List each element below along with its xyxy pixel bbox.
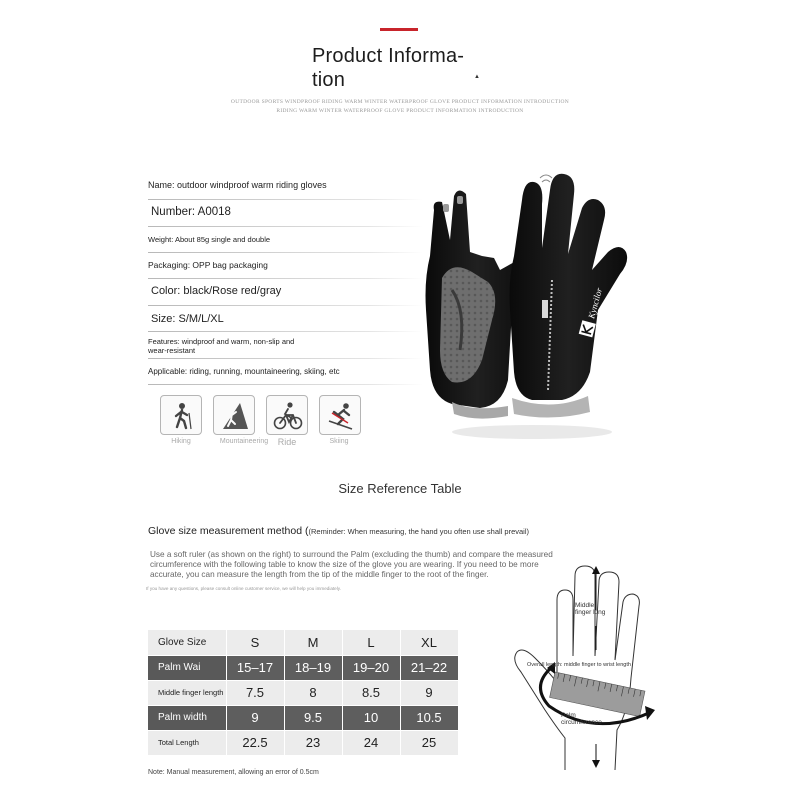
- row-label: Palm Wai: [148, 655, 226, 680]
- table-cell: 24: [342, 730, 400, 755]
- overall-length-label: Overall length: middle finger to wrist length: [527, 662, 631, 668]
- info-weight: Weight: About 85g single and double: [148, 235, 271, 244]
- row-label: Palm width: [148, 705, 226, 730]
- divider: [148, 226, 423, 227]
- page-title: [312, 44, 482, 92]
- divider: [148, 358, 423, 359]
- table-row: [148, 655, 458, 680]
- row-label: Total Length: [148, 730, 226, 755]
- info-name: Name: outdoor windproof warm riding gloves: [148, 180, 327, 190]
- measurement-reminder: (Reminder: When measuring, the hand you often use shall prevail): [308, 527, 530, 536]
- info-color: Color: black/Rose red/gray: [151, 285, 282, 297]
- table-cell: 10.5: [400, 705, 458, 730]
- table-cell: 19–20: [342, 655, 400, 680]
- activity-label-hiking: Hiking: [171, 438, 191, 445]
- divider: [148, 384, 423, 385]
- glove-brand: Kyncilor: [586, 286, 605, 320]
- table-cell: 23: [284, 730, 342, 755]
- table-header-cell: Glove Size: [148, 630, 226, 655]
- table-row: [148, 730, 458, 755]
- divider: [148, 199, 423, 200]
- measurement-method-heading: Glove size measurement method (: [148, 525, 309, 537]
- table-header-cell: M: [284, 630, 342, 655]
- table-cell: 8.5: [342, 680, 400, 705]
- palm-circumference-label: Palm circumference: [561, 712, 602, 726]
- divider: [148, 305, 423, 306]
- accent-bar: [380, 28, 418, 31]
- table-cell: 7.5: [226, 680, 284, 705]
- decorative-dot: ▲: [474, 74, 480, 80]
- table-cell: 10: [342, 705, 400, 730]
- info-features-line1: Features: windproof and warm, non-slip and: [148, 337, 295, 346]
- table-cell: 9: [226, 705, 284, 730]
- measurement-method-title: [148, 525, 529, 537]
- row-label: Middle finger length: [148, 680, 226, 705]
- table-row: [148, 680, 458, 705]
- info-applicable: Applicable: riding, running, mountaineering, skiing, etc: [148, 367, 340, 376]
- divider: [148, 252, 423, 253]
- mountaineering-icon: [213, 395, 255, 435]
- table-cell: 9.5: [284, 705, 342, 730]
- info-size: Size: S/M/L/XL: [151, 313, 224, 325]
- table-cell: 18–19: [284, 655, 342, 680]
- size-table: [148, 630, 459, 756]
- divider: [148, 331, 423, 332]
- table-header-cell: XL: [400, 630, 458, 655]
- table-cell: 9: [400, 680, 458, 705]
- table-cell: 25: [400, 730, 458, 755]
- table-header-cell: L: [342, 630, 400, 655]
- hiking-icon: [160, 395, 202, 435]
- measurement-note: Note: Manual measurement, allowing an error of 0.5cm: [148, 769, 319, 776]
- activity-label-mountaineering: Mountaineering: [219, 438, 269, 445]
- glove-product-image: [412, 160, 642, 450]
- table-header-cell: S: [226, 630, 284, 655]
- info-number: Number: A0018: [151, 206, 231, 218]
- hand-measurement-diagram: [505, 560, 670, 770]
- subtitle-line2: RIDING WARM WINTER WATERPROOF GLOVE PRODUCT INFORMATION INTRODUCTION: [276, 108, 524, 114]
- activity-label-ride: Ride: [277, 437, 297, 447]
- info-features-line2: wear-resistant: [148, 346, 196, 355]
- table-header-row: [148, 630, 458, 655]
- table-cell: 21–22: [400, 655, 458, 680]
- table-cell: 22.5: [226, 730, 284, 755]
- info-packaging: Packaging: OPP bag packaging: [148, 260, 268, 270]
- cycling-icon: [266, 395, 308, 435]
- table-cell: 8: [284, 680, 342, 705]
- table-row: [148, 705, 458, 730]
- measurement-instructions: Use a soft ruler (as shown on the right) to surround the Palm (excluding the thumb) and compare the measured circumference with the following table to know the size of the glove you are wearing. If you need to be more accurate, you can measure the length from the tip of the middle finger to the root of the finger.: [150, 550, 553, 579]
- activity-label-skiing: Skiing: [329, 438, 349, 445]
- customer-service-note: If you have any questions, please consult online customer service, we will help you immediately.: [146, 586, 341, 591]
- subtitle-line1: OUTDOOR SPORTS WINDPROOF RIDING WARM WINTER WATERPROOF GLOVE PRODUCT INFORMATION INTRODUCTION: [230, 99, 570, 105]
- divider: [148, 278, 423, 279]
- size-reference-title: Size Reference Table: [338, 481, 462, 496]
- page-title-line1: Product Informa-: [312, 45, 465, 67]
- table-cell: 15–17: [226, 655, 284, 680]
- page-title-line2: tion: [312, 69, 346, 91]
- middle-finger-label: Middle finger long: [575, 602, 606, 616]
- skiing-icon: [319, 395, 361, 435]
